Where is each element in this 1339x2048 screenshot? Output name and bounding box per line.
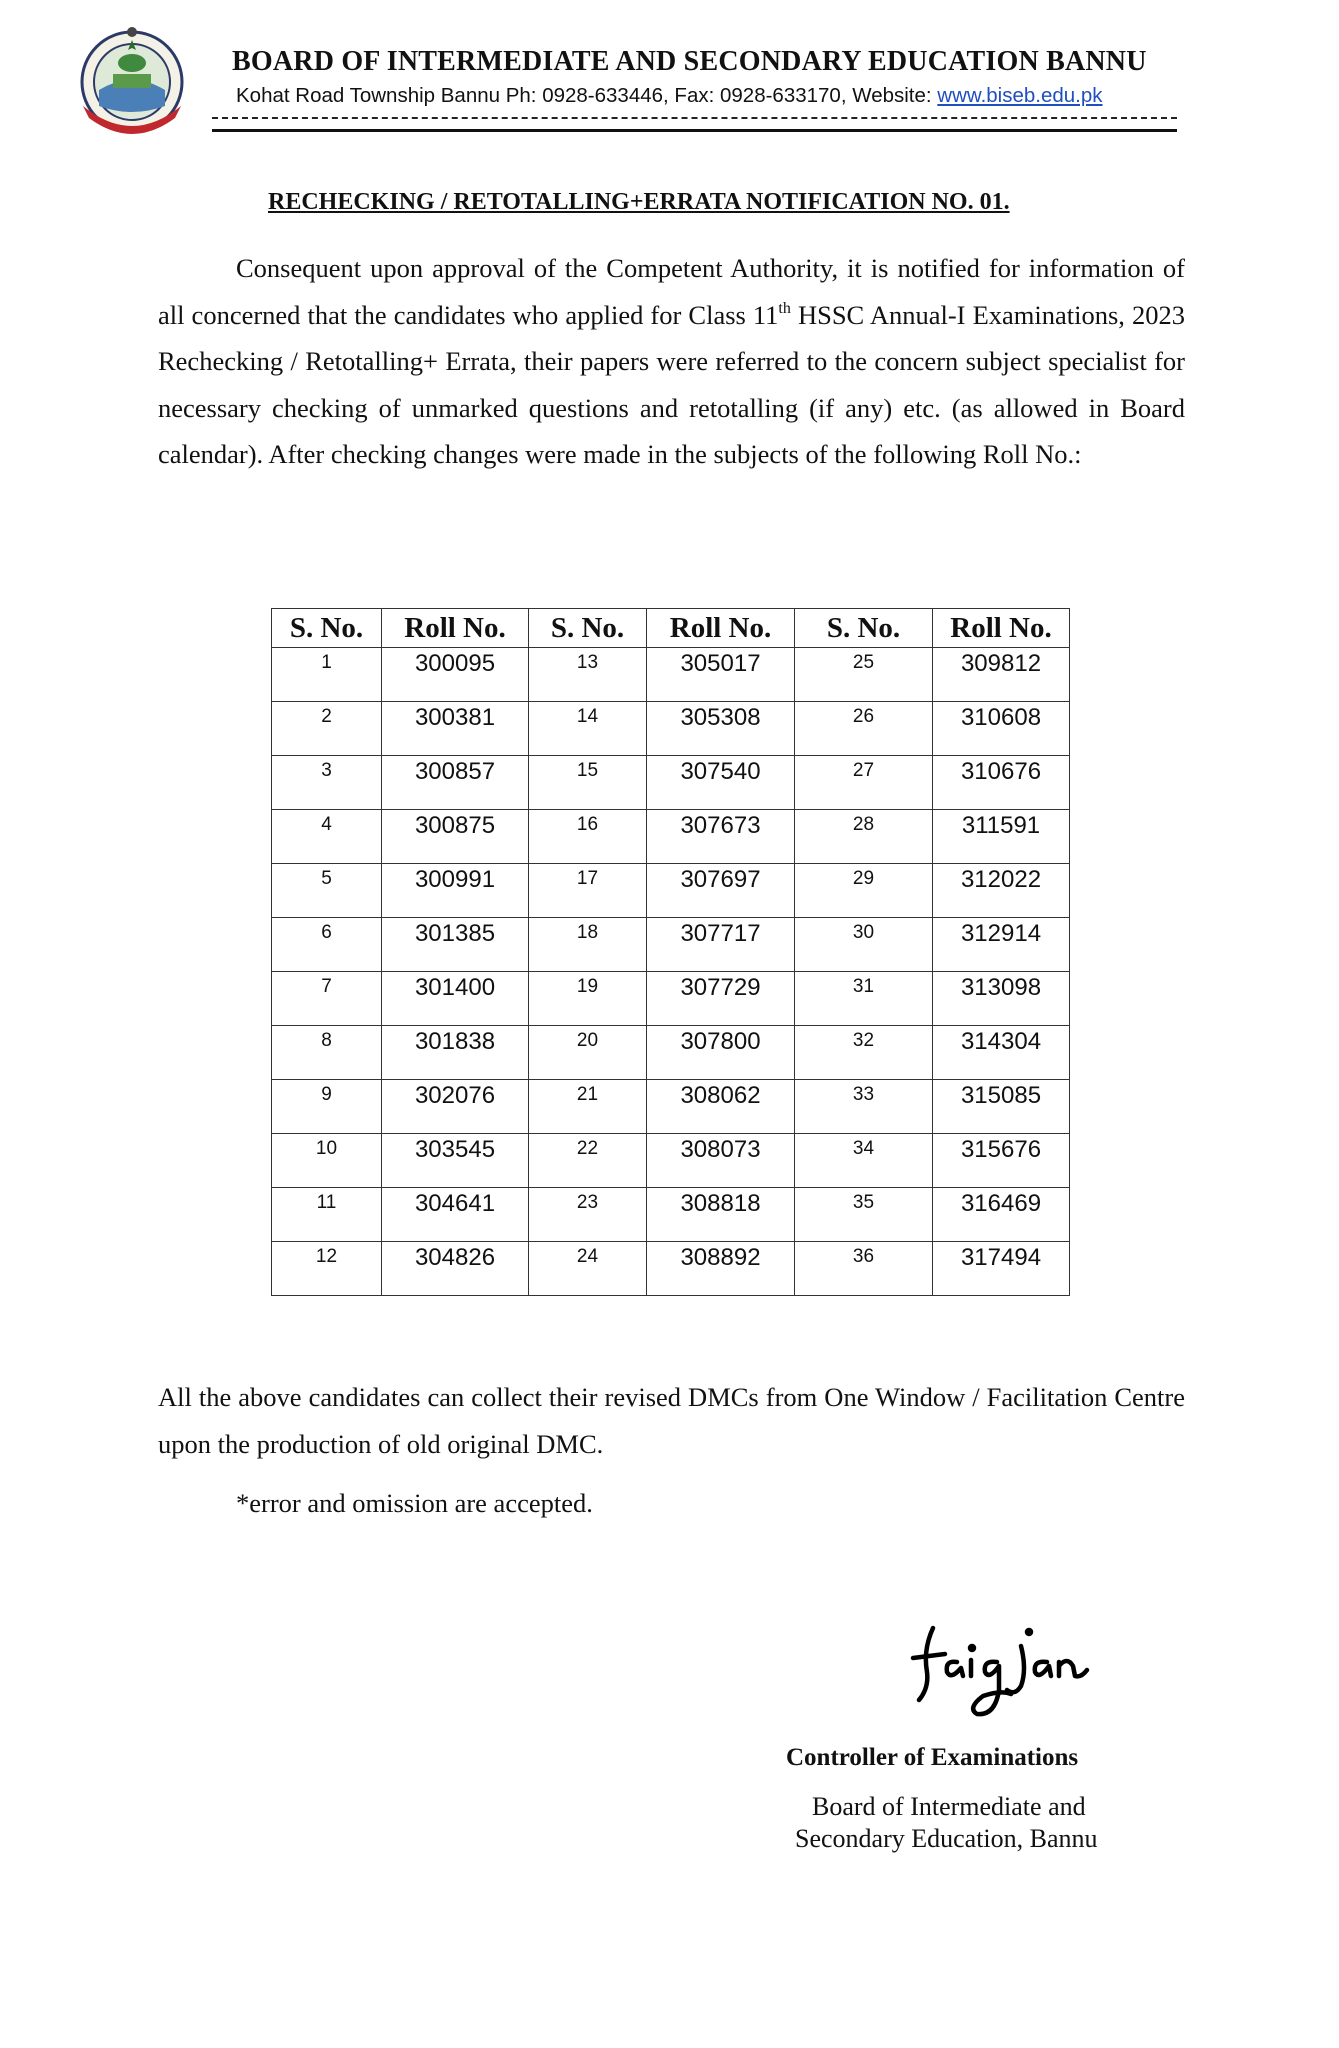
serial-number-cell: 14 (529, 702, 647, 756)
paragraph-text-part2: HSSC Annual-I Examinations, 2023 Rechecking / Retotalling+ Errata, their papers were referred to the concern subject specialist for necessary checking of unmarked questions and retotalling (if any) etc. (as allowed in Board calendar). After checking changes were made in the subjects of the following Roll No.: (158, 299, 1185, 469)
roll-number-cell: 313098 (933, 972, 1070, 1026)
serial-number-cell: 32 (795, 1026, 933, 1080)
roll-number-cell: 305308 (647, 702, 795, 756)
header-sno-3: S. No. (795, 609, 933, 648)
table-row (272, 810, 1070, 864)
roll-number-cell: 300095 (382, 648, 529, 702)
roll-number-cell: 308062 (647, 1080, 795, 1134)
roll-number-cell: 307673 (647, 810, 795, 864)
serial-number-cell: 8 (272, 1026, 382, 1080)
table-row (272, 1188, 1070, 1242)
table-header-row (272, 609, 1070, 648)
serial-number-cell: 18 (529, 918, 647, 972)
roll-number-cell: 300381 (382, 702, 529, 756)
table-row (272, 1080, 1070, 1134)
roll-number-cell: 311591 (933, 810, 1070, 864)
serial-number-cell: 5 (272, 864, 382, 918)
roll-number-cell: 307800 (647, 1026, 795, 1080)
serial-number-cell: 2 (272, 702, 382, 756)
serial-number-cell: 23 (529, 1188, 647, 1242)
paragraph-superscript: th (778, 299, 791, 317)
roll-number-cell: 315085 (933, 1080, 1070, 1134)
serial-number-cell: 3 (272, 756, 382, 810)
signatory-org-line2: Secondary Education, Bannu (795, 1824, 1098, 1853)
serial-number-cell: 17 (529, 864, 647, 918)
roll-number-cell: 307729 (647, 972, 795, 1026)
serial-number-cell: 7 (272, 972, 382, 1026)
serial-number-cell: 6 (272, 918, 382, 972)
table-row (272, 756, 1070, 810)
roll-number-cell: 301385 (382, 918, 529, 972)
roll-number-cell: 307697 (647, 864, 795, 918)
header-sno-1: S. No. (272, 609, 382, 648)
website-link[interactable]: www.biseb.edu.pk (937, 84, 1103, 107)
roll-number-cell: 310676 (933, 756, 1070, 810)
roll-number-cell: 316469 (933, 1188, 1070, 1242)
table-row (272, 1134, 1070, 1188)
serial-number-cell: 33 (795, 1080, 933, 1134)
serial-number-cell: 25 (795, 648, 933, 702)
serial-number-cell: 22 (529, 1134, 647, 1188)
contact-details: Kohat Road Township Bannu Ph: 0928-633446, Fax: 0928-633170, Website: (236, 84, 938, 107)
serial-number-cell: 36 (795, 1242, 933, 1296)
roll-number-cell: 309812 (933, 648, 1070, 702)
roll-number-cell: 300875 (382, 810, 529, 864)
header-sno-2: S. No. (529, 609, 647, 648)
roll-number-cell: 310608 (933, 702, 1070, 756)
table-row (272, 648, 1070, 702)
roll-number-cell: 301400 (382, 972, 529, 1026)
roll-number-cell: 308892 (647, 1242, 795, 1296)
header-roll-1: Roll No. (382, 609, 529, 648)
header-dashed-divider (212, 117, 1177, 119)
table-row (272, 864, 1070, 918)
roll-number-cell: 302076 (382, 1080, 529, 1134)
serial-number-cell: 13 (529, 648, 647, 702)
table-row (272, 1026, 1070, 1080)
serial-number-cell: 29 (795, 864, 933, 918)
serial-number-cell: 34 (795, 1134, 933, 1188)
header-roll-3: Roll No. (933, 609, 1070, 648)
board-name: BOARD OF INTERMEDIATE AND SECONDARY EDUCATION BANNU (232, 46, 1147, 77)
notification-title: RECHECKING / RETOTALLING+ERRATA NOTIFICATION NO. 01. (268, 189, 1010, 215)
roll-number-cell: 308818 (647, 1188, 795, 1242)
table-row (272, 702, 1070, 756)
roll-number-cell: 301838 (382, 1026, 529, 1080)
serial-number-cell: 20 (529, 1026, 647, 1080)
errata-note: *error and omission are accepted. (236, 1488, 593, 1518)
roll-number-cell: 312022 (933, 864, 1070, 918)
roll-number-cell: 307540 (647, 756, 795, 810)
serial-number-cell: 27 (795, 756, 933, 810)
table-row (272, 918, 1070, 972)
handwritten-signature (905, 1610, 1090, 1720)
roll-number-cell: 317494 (933, 1242, 1070, 1296)
serial-number-cell: 19 (529, 972, 647, 1026)
serial-number-cell: 21 (529, 1080, 647, 1134)
roll-number-cell: 307717 (647, 918, 795, 972)
roll-number-cell: 304641 (382, 1188, 529, 1242)
serial-number-cell: 24 (529, 1242, 647, 1296)
roll-number-cell: 303545 (382, 1134, 529, 1188)
table-row (272, 972, 1070, 1026)
roll-number-cell: 305017 (647, 648, 795, 702)
roll-number-cell: 300991 (382, 864, 529, 918)
roll-number-table (271, 608, 1070, 1296)
serial-number-cell: 15 (529, 756, 647, 810)
serial-number-cell: 12 (272, 1242, 382, 1296)
serial-number-cell: 28 (795, 810, 933, 864)
serial-number-cell: 11 (272, 1188, 382, 1242)
roll-number-cell: 315676 (933, 1134, 1070, 1188)
serial-number-cell: 31 (795, 972, 933, 1026)
serial-number-cell: 35 (795, 1188, 933, 1242)
roll-number-cell: 304826 (382, 1242, 529, 1296)
board-logo (75, 18, 190, 143)
serial-number-cell: 1 (272, 648, 382, 702)
roll-number-cell: 314304 (933, 1026, 1070, 1080)
serial-number-cell: 26 (795, 702, 933, 756)
header-roll-2: Roll No. (647, 609, 795, 648)
signatory-org-line1: Board of Intermediate and (812, 1792, 1086, 1821)
roll-number-cell: 308073 (647, 1134, 795, 1188)
contact-line (236, 84, 1196, 108)
serial-number-cell: 4 (272, 810, 382, 864)
table-row (272, 1242, 1070, 1296)
serial-number-cell: 16 (529, 810, 647, 864)
serial-number-cell: 30 (795, 918, 933, 972)
notification-paragraph (158, 245, 1185, 478)
serial-number-cell: 10 (272, 1134, 382, 1188)
roll-number-cell: 312914 (933, 918, 1070, 972)
table-body (272, 648, 1070, 1296)
roll-number-cell: 300857 (382, 756, 529, 810)
serial-number-cell: 9 (272, 1080, 382, 1134)
closing-paragraph: All the above candidates can collect their revised DMCs from One Window / Facilitation Centre upon the production of old original DMC. (158, 1382, 1185, 1459)
signatory-designation: Controller of Examinations (786, 1744, 1079, 1771)
header-divider (212, 129, 1177, 132)
paragraph-text-part1: Consequent upon approval of the Competent Authority, it is notified for information of all concerned that the candidates who applied for Class 11 (158, 253, 1185, 330)
